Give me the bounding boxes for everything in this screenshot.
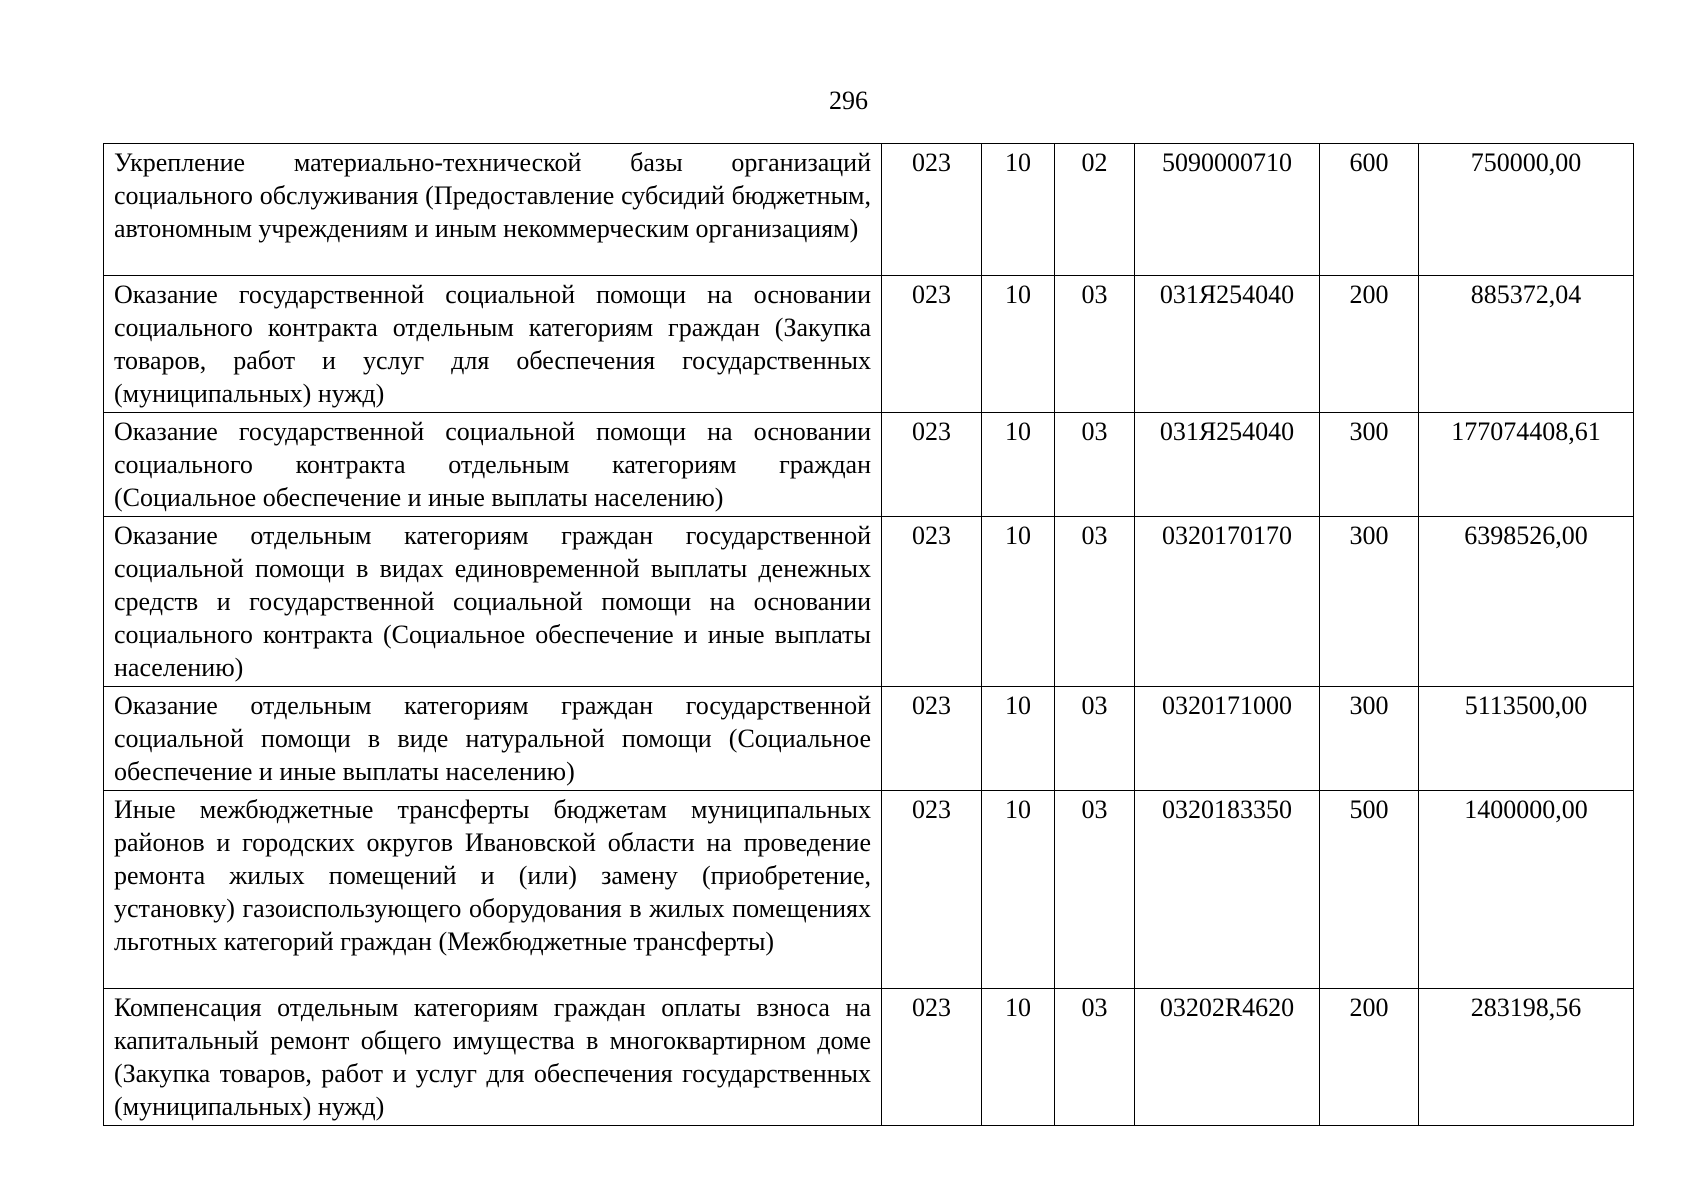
amount: 6398526,00 [1419, 517, 1634, 687]
page-number: 296 [829, 86, 868, 115]
row-description: Оказание государственной социальной помощи на основании социального контракта отдельным категориям граждан (Закупка товаров, работ и услуг для обеспечения государственных (муниципальных) нужд) [104, 276, 882, 413]
amount: 283198,56 [1419, 989, 1634, 1126]
target-article-code: 0320183350 [1135, 791, 1320, 989]
ministry-code: 023 [882, 144, 982, 276]
table-row [104, 989, 1634, 1126]
row-description: Укрепление материально-технической базы организаций социального обслуживания (Предоставление субсидий бюджетным, автономным учреждениям и иным некоммерческим организациям) [104, 144, 882, 276]
section-code: 10 [982, 517, 1055, 687]
subsection-code: 03 [1055, 276, 1135, 413]
section-code: 10 [982, 413, 1055, 517]
ministry-code: 023 [882, 687, 982, 791]
amount: 750000,00 [1419, 144, 1634, 276]
subsection-code: 03 [1055, 791, 1135, 989]
subsection-code: 03 [1055, 517, 1135, 687]
ministry-code: 023 [882, 791, 982, 989]
section-code: 10 [982, 276, 1055, 413]
ministry-code: 023 [882, 989, 982, 1126]
section-code: 10 [982, 687, 1055, 791]
table-row [104, 517, 1634, 687]
row-description: Оказание отдельным категориям граждан государственной социальной помощи в виде натуральной помощи (Социальное обеспечение и иные выплаты населению) [104, 687, 882, 791]
budget-table [103, 143, 1634, 1126]
expense-type-code: 200 [1320, 276, 1419, 413]
ministry-code: 023 [882, 517, 982, 687]
amount: 885372,04 [1419, 276, 1634, 413]
table-row [104, 791, 1634, 989]
amount: 177074408,61 [1419, 413, 1634, 517]
target-article-code: 0320171000 [1135, 687, 1320, 791]
subsection-code: 02 [1055, 144, 1135, 276]
row-description: Оказание отдельным категориям граждан государственной социальной помощи в видах единовременной выплаты денежных средств и государственной социальной помощи на основании социального контракта (Социальное обеспечение и иные выплаты населению) [104, 517, 882, 687]
ministry-code: 023 [882, 276, 982, 413]
table-row [104, 413, 1634, 517]
subsection-code: 03 [1055, 989, 1135, 1126]
table-row [104, 687, 1634, 791]
amount: 5113500,00 [1419, 687, 1634, 791]
section-code: 10 [982, 989, 1055, 1126]
ministry-code: 023 [882, 413, 982, 517]
row-description: Иные межбюджетные трансферты бюджетам муниципальных районов и городских округов Ивановской области на проведение ремонта жилых помещений и (или) замену (приобретение, установку) газоиспользующего оборудования в жилых помещениях льготных категорий граждан (Межбюджетные трансферты) [104, 791, 882, 989]
table-row [104, 144, 1634, 276]
target-article-code: 5090000710 [1135, 144, 1320, 276]
expense-type-code: 600 [1320, 144, 1419, 276]
section-code: 10 [982, 144, 1055, 276]
target-article-code: 0320170170 [1135, 517, 1320, 687]
target-article-code: 03202R4620 [1135, 989, 1320, 1126]
row-description: Компенсация отдельным категориям граждан оплаты взноса на капитальный ремонт общего имущества в многоквартирном доме (Закупка товаров, работ и услуг для обеспечения государственных (муниципальных) нужд) [104, 989, 882, 1126]
subsection-code: 03 [1055, 413, 1135, 517]
row-description: Оказание государственной социальной помощи на основании социального контракта отдельным категориям граждан (Социальное обеспечение и иные выплаты населению) [104, 413, 882, 517]
expense-type-code: 500 [1320, 791, 1419, 989]
subsection-code: 03 [1055, 687, 1135, 791]
amount: 1400000,00 [1419, 791, 1634, 989]
expense-type-code: 300 [1320, 517, 1419, 687]
expense-type-code: 300 [1320, 413, 1419, 517]
section-code: 10 [982, 791, 1055, 989]
target-article-code: 031Я254040 [1135, 413, 1320, 517]
target-article-code: 031Я254040 [1135, 276, 1320, 413]
expense-type-code: 300 [1320, 687, 1419, 791]
expense-type-code: 200 [1320, 989, 1419, 1126]
table-row [104, 276, 1634, 413]
